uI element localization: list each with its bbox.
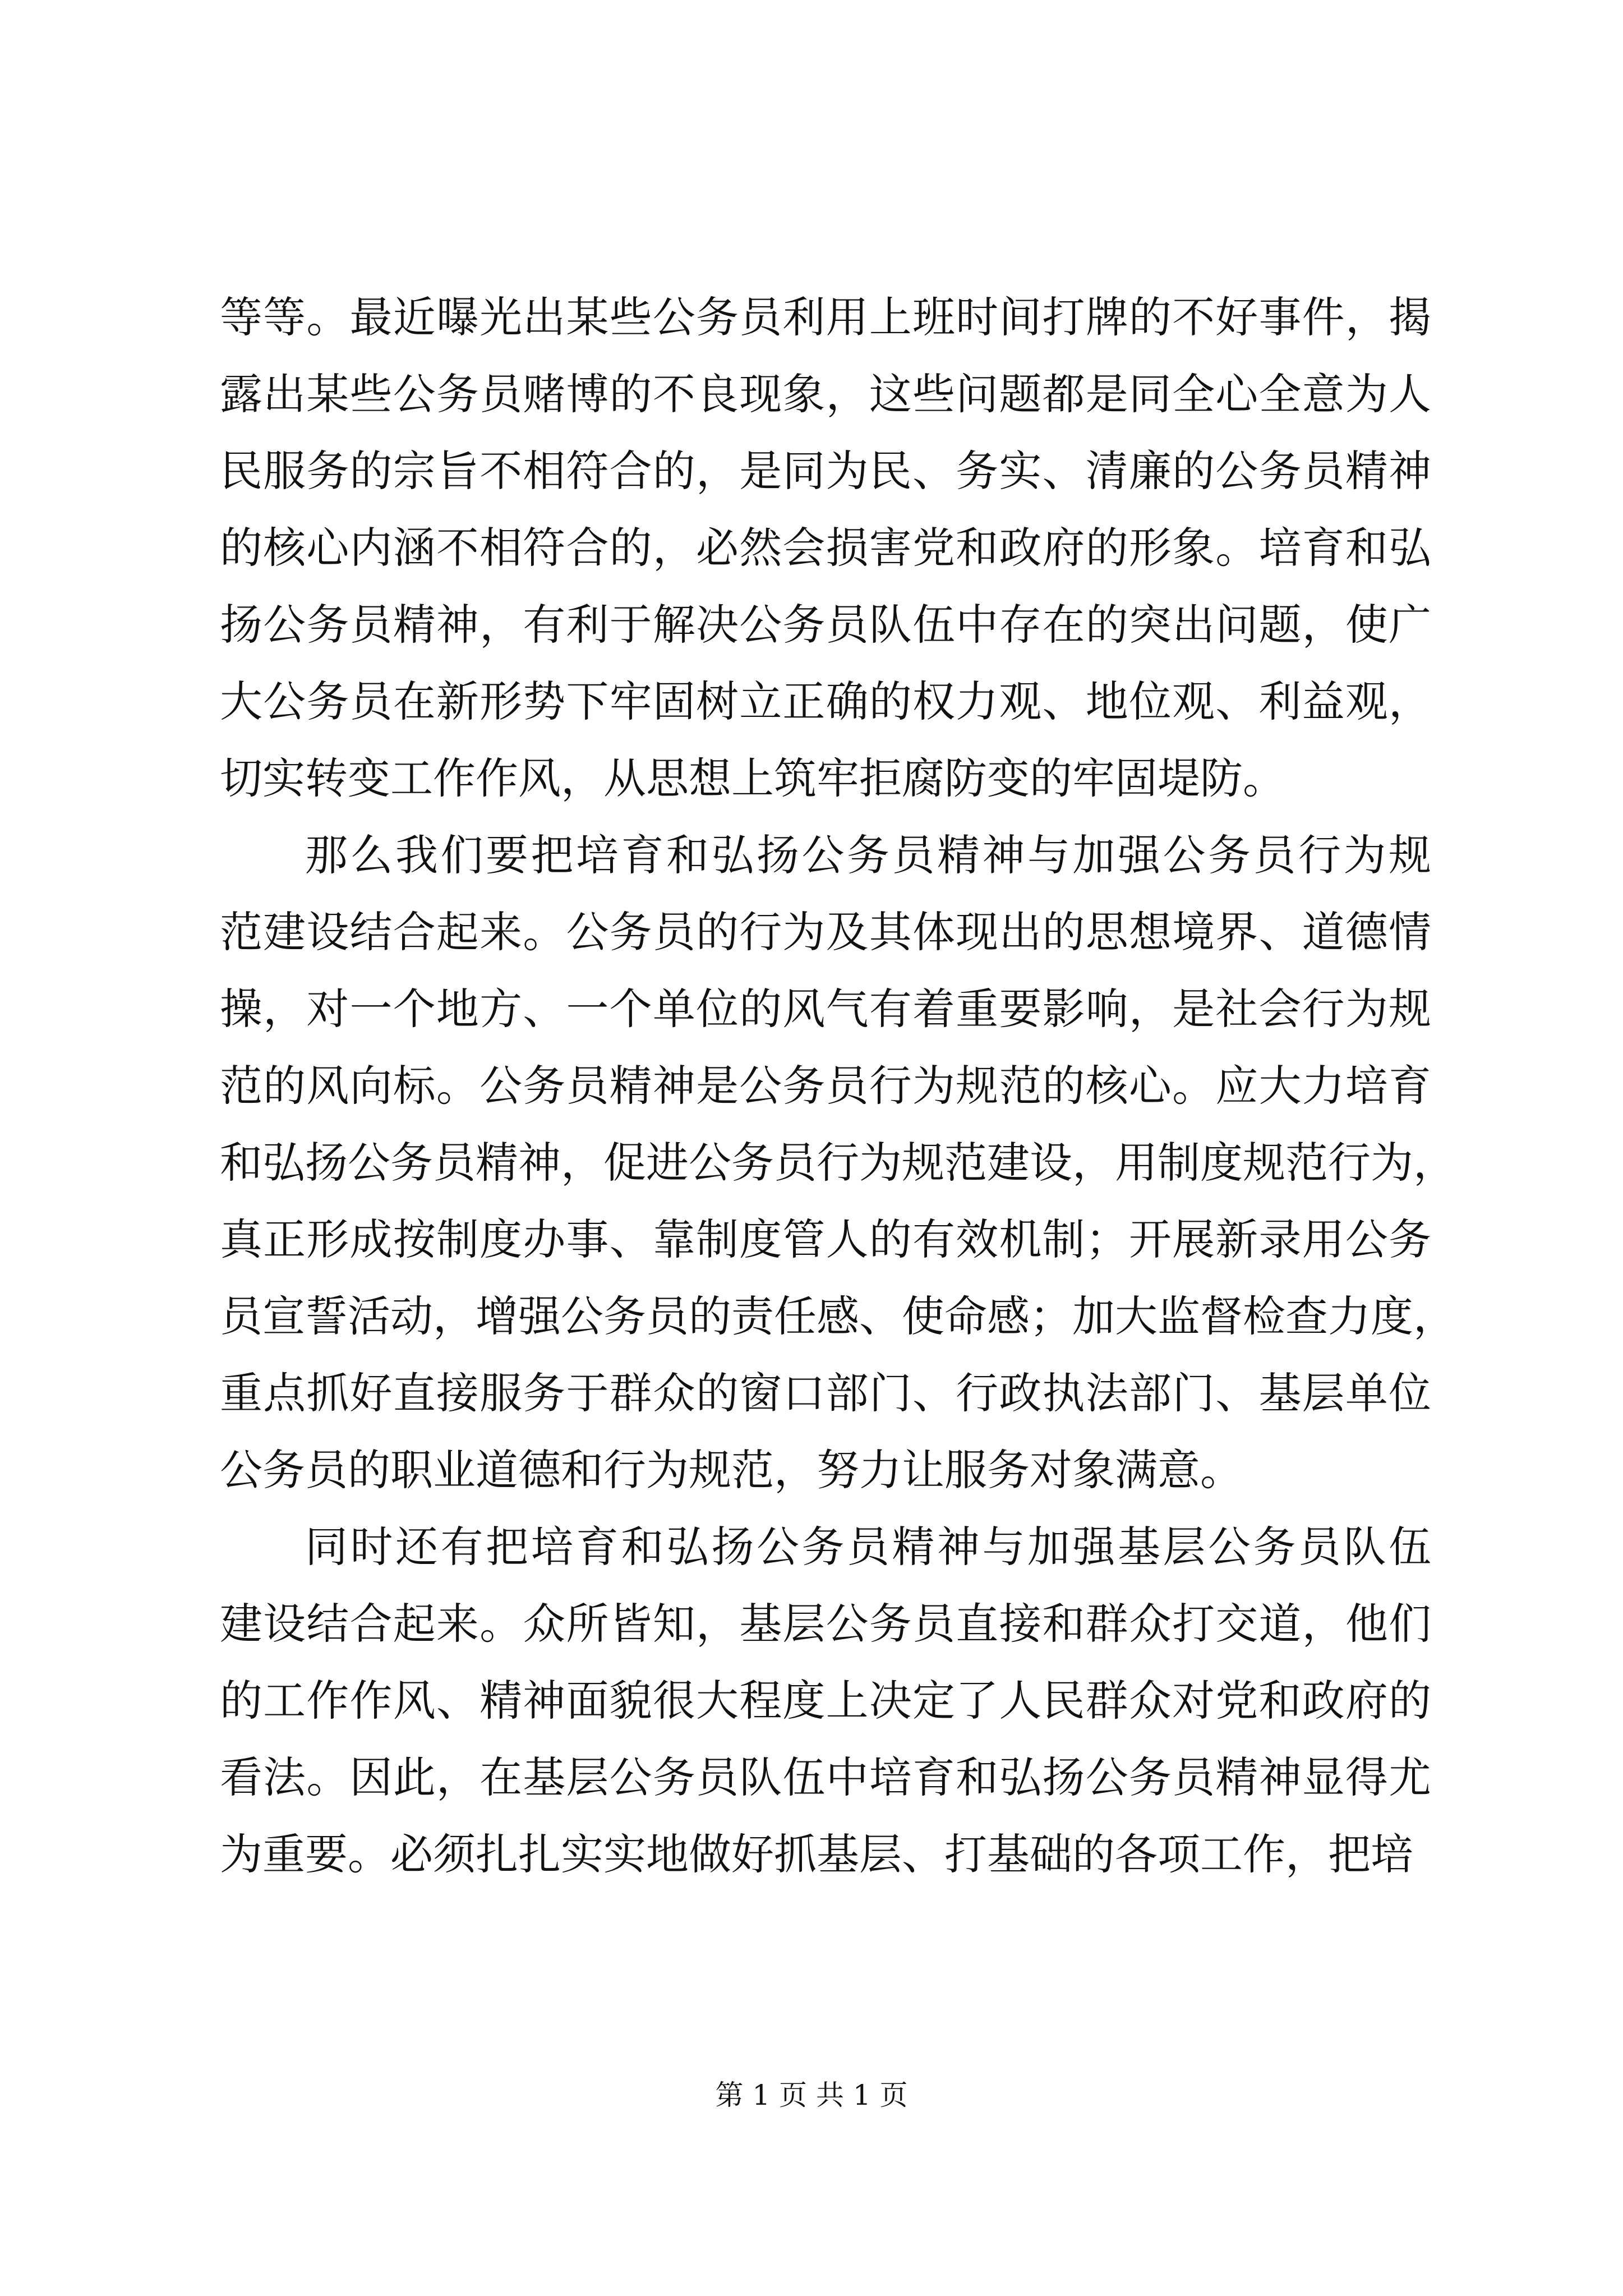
text-line: 那么我们要把培育和弘扬公务员精神与加强公务员行为规	[305, 830, 1431, 880]
text-line: 真正形成按制度办事、靠制度管人的有效机制；开展新录用公务	[220, 1214, 1431, 1264]
text-line: 切实转变工作作风，从思想上筑牢拒腐防变的牢固堤防。	[220, 753, 1285, 803]
paragraph	[220, 817, 1456, 1508]
text-line: 同时还有把培育和弘扬公务员精神与加强基层公务员队伍	[305, 1522, 1431, 1572]
text-line: 露出某些公务员赌博的不良现象，这些问题都是同全心全意为人	[220, 369, 1431, 419]
text-line: 民服务的宗旨不相符合的，是同为民、务实、清廉的公务员精神	[220, 446, 1431, 496]
text-line: 操，对一个地方、一个单位的风气有着重要影响，是社会行为规	[220, 984, 1431, 1034]
text-line: 看法。因此，在基层公务员队伍中培育和弘扬公务员精神显得尤	[220, 1752, 1431, 1802]
text-line: 范的风向标。公务员精神是公务员行为规范的核心。应大力培育	[220, 1061, 1431, 1111]
paragraph	[220, 1508, 1431, 1893]
text-line: 重点抓好直接服务于群众的窗口部门、行政执法部门、基层单位	[220, 1368, 1431, 1418]
document-body	[220, 279, 1456, 1893]
text-line: 的核心内涵不相符合的，必然会损害党和政府的形象。培育和弘	[220, 523, 1431, 573]
text-line: 公务员的职业道德和行为规范，努力让服务对象满意。	[220, 1445, 1243, 1495]
text-line: 扬公务员精神，有利于解决公务员队伍中存在的突出问题，使广	[220, 600, 1431, 650]
text-line: 员宣誓活动，增强公务员的责任感、使命感；加大监督检查力度，	[220, 1291, 1456, 1341]
text-line: 为重要。必须扎扎实实地做好抓基层、打基础的各项工作，把培	[220, 1829, 1413, 1879]
text-line: 和弘扬公务员精神，促进公务员行为规范建设，用制度规范行为，	[220, 1138, 1456, 1188]
text-line: 等等。最近曝光出某些公务员利用上班时间打牌的不好事件，揭	[220, 292, 1431, 342]
paragraph	[220, 279, 1431, 817]
page-footer: 第 1 页 共 1 页	[715, 2079, 908, 2111]
text-line: 的工作作风、精神面貌很大程度上决定了人民群众对党和政府的	[220, 1676, 1431, 1726]
text-line: 大公务员在新形势下牢固树立正确的权力观、地位观、利益观，	[220, 677, 1431, 726]
text-line: 范建设结合起来。公务员的行为及其体现出的思想境界、道德情	[220, 907, 1431, 957]
text-line: 建设结合起来。众所皆知，基层公务员直接和群众打交道，他们	[220, 1599, 1431, 1649]
